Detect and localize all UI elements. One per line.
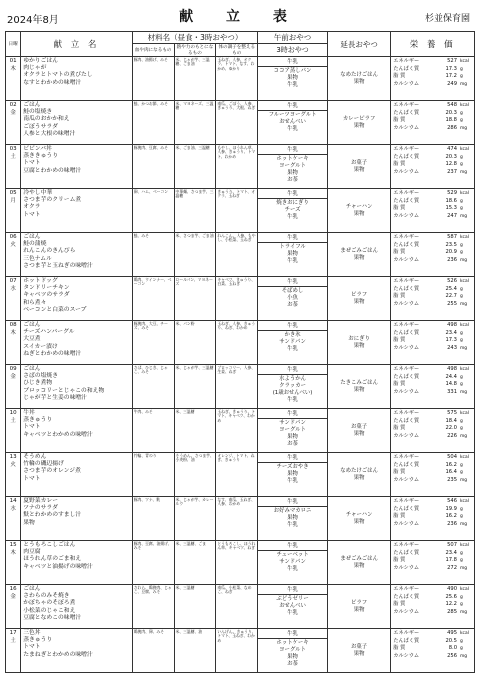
late-snack-cell: お菓子 果物 [327, 629, 390, 673]
nutrition-calcium: カルシウム 243 mg [393, 344, 468, 351]
nutrition-calcium: カルシウム 236 mg [393, 520, 468, 527]
nutrition-calcium: カルシウム 285 mg [393, 608, 468, 615]
nutrition-cell [391, 453, 475, 497]
snack-cell [258, 541, 328, 585]
snack-am: 牛乳 [258, 587, 327, 595]
header-green: 体の調子を整えるもの [216, 44, 258, 57]
nutrition-protein: たんぱく質 23.4 g [393, 329, 463, 336]
ingredients-red: さば、ひじき、じゃこ、みそ [132, 365, 174, 409]
snack-cell [258, 277, 328, 321]
snack-cell [258, 189, 328, 233]
nutrition-energy: エネルギー 498 kcal [393, 322, 469, 328]
nutrition-cell [391, 145, 475, 189]
nutrition-calcium: カルシウム 235 mg [393, 476, 468, 483]
nutrition-energy: エネルギー 490 kcal [393, 586, 469, 592]
menu-cell: ビビンバ丼 蒸ききゅうり トマト 豆腐とわかめの味噌汁 [21, 145, 133, 189]
day-row [6, 277, 475, 321]
nutrition-protein: たんぱく質 23.5 g [393, 241, 463, 248]
ingredients-yellow: 米、じゃが芋、三温糖、ごま油 [174, 57, 216, 101]
menu-cell: ごはん さわらのみそ焼き かぼちゃのそぼろ煮 小松菜のじゃこ和え 豆腐となめこの味噌汁 [21, 585, 133, 629]
snack-pm: かき氷 サンドパン 牛乳 [279, 332, 306, 352]
nutrition-cell [391, 189, 475, 233]
nutrition-calcium: カルシウム 256 mg [393, 652, 468, 659]
snack-am: 牛乳 [258, 411, 327, 419]
date: 13 [9, 454, 17, 460]
day-row [6, 321, 475, 365]
snack-am: 牛乳 [258, 543, 327, 551]
nutrition-fat: 脂 質 17.8 g [393, 557, 463, 564]
date: 10 [9, 410, 17, 416]
snack-pm: ホットケーキ ヨーグルト 果物 お茶 [276, 640, 309, 667]
weekday: 木 [10, 66, 16, 72]
nutrition-fat: 脂 質 22.0 g [393, 425, 463, 432]
nutrition-cell [391, 365, 475, 409]
date-cell [6, 101, 21, 145]
nutrition-energy: エネルギー 527 kcal [393, 58, 469, 64]
date-cell [6, 145, 21, 189]
nutrition-energy: エネルギー 498 kcal [393, 366, 469, 372]
ingredients-red: 豚肉、豆腐、油揚げ、みそ [132, 541, 174, 585]
weekday: 水 [10, 286, 16, 292]
nutrition-fat: 脂 質 22.7 g [393, 293, 463, 300]
menu-cell: ごはん 鮭の塩焼き 南瓜のおかか和え ごぼうサラダ 人参と大根の味噌汁 [21, 101, 133, 145]
date: 05 [9, 190, 17, 196]
ingredients-red: 豚挽肉、大豆、チーズ、みそ [132, 321, 174, 365]
nutrition-calcium: カルシウム 247 mg [393, 212, 468, 219]
nutrition-energy: エネルギー 548 kcal [393, 102, 469, 108]
day-row [6, 585, 475, 629]
menu-rows [6, 57, 475, 673]
date: 16 [9, 586, 17, 592]
nutrition-protein: たんぱく質 24.4 g [393, 373, 463, 380]
nutrition-protein: たんぱく質 18.6 g [393, 197, 463, 204]
ingredients-red: 豚肉、ツナ、麩 [132, 497, 174, 541]
nutrition-fat: 脂 質 18.8 g [393, 117, 463, 124]
day-row [6, 233, 475, 277]
ingredients-green: なす、南瓜、玉ねぎ、人参、わかめ [216, 497, 258, 541]
nutrition-fat: 脂 質 12.2 g [393, 601, 463, 608]
snack-am: 牛乳 [258, 103, 327, 111]
day-row [6, 365, 475, 409]
snack-pm: チーズおやき 果物 牛乳 [276, 464, 309, 484]
ingredients-red: 鶏挽肉、卵、みそ [132, 629, 174, 673]
header-ingredients: 材料名（昼食・3時おやつ） [132, 32, 257, 44]
late-snack-cell: ピラフ 果物 [327, 277, 390, 321]
day-row [6, 629, 475, 673]
ingredients-green: いんげん、きゅうり、トマト、玉ねぎ、わかめ [216, 629, 258, 673]
nutrition-fat: 脂 質 16.2 g [393, 513, 463, 520]
date: 15 [9, 542, 17, 548]
nutrition-calcium: カルシウム 249 mg [393, 80, 468, 87]
menu-cell: ごはん 鮭の蒲焼 れんこんのきんぴら 三色ナムル さつま芋と玉ねぎの味噌汁 [21, 233, 133, 277]
menu-cell: ホットドッグ タンドリーチキン キャベツのサラダ 和ら煮々 ベーコンと白菜のスープ [21, 277, 133, 321]
snack-pm: サンドパン ヨーグルト 果物 お茶 [279, 420, 306, 447]
nutrition-calcium: カルシウム 226 mg [393, 432, 468, 439]
weekday: 水 [10, 506, 16, 512]
snack-pm: フルーツヨーグルト おせんべい 牛乳 [268, 112, 317, 132]
date-cell [6, 365, 21, 409]
nutrition-fat: 脂 質 17.2 g [393, 73, 463, 80]
snack-cell [258, 145, 328, 189]
ingredients-yellow: 米、三温糖 [174, 409, 216, 453]
nutrition-fat: 脂 質 12.8 g [393, 161, 463, 168]
ingredients-green: 玉ねぎ、人参、きゅうり、ねぎ、わかめ [216, 321, 258, 365]
nutrition-calcium: カルシウム 331 mg [393, 388, 468, 395]
ingredients-yellow: 米、三温糖 [174, 585, 216, 629]
ingredients-red: さわら、鶏挽肉、じゃこ、豆腐、みそ [132, 585, 174, 629]
nutrition-cell [391, 541, 475, 585]
ingredients-green: キャベツ、きゅうり、白菜、玉ねぎ [216, 277, 258, 321]
snack-cell [258, 629, 328, 673]
nutrition-cell [391, 233, 475, 277]
snack-am: 牛乳 [258, 59, 327, 67]
date: 02 [9, 102, 17, 108]
header-red: 血や肉になるもの [132, 44, 174, 57]
date: 17 [9, 630, 17, 636]
snack-cell [258, 57, 328, 101]
date-cell [6, 277, 21, 321]
page-header [0, 0, 480, 28]
day-row [6, 101, 475, 145]
ingredients-green: 玉ねぎ、人参、オクラ、トマト、なす、わかめ、ゆかり [216, 57, 258, 101]
nutrition-energy: エネルギー 529 kcal [393, 190, 469, 196]
nutrition-protein: たんぱく質 19.9 g [393, 505, 463, 512]
nutrition-protein: たんぱく質 18.4 g [393, 417, 463, 424]
date-cell [6, 629, 21, 673]
date: 03 [9, 146, 17, 152]
late-snack-cell: たきこみごはん 果物 [327, 365, 390, 409]
snack-cell [258, 365, 328, 409]
snack-am: 牛乳 [258, 323, 327, 331]
date: 07 [9, 278, 17, 284]
snack-pm: ホットケーキ ヨーグルト 果物 お茶 [276, 156, 309, 183]
menu-cell: 夏野菜カレー ツナのサラダ 麩とわかめのすまし汁 果物 [21, 497, 133, 541]
day-row [6, 497, 475, 541]
nutrition-energy: エネルギー 546 kcal [393, 498, 469, 504]
menu-cell: そうめん 竹輪の磯辺揚げ さつま芋のオレンジ煮 トマト [21, 453, 133, 497]
snack-pm: ココア蒸しパン 果物 牛乳 [273, 68, 312, 88]
day-row [6, 189, 475, 233]
date-cell [6, 585, 21, 629]
snack-cell [258, 233, 328, 277]
ingredients-red: 鮭、かつお節、みそ [132, 101, 174, 145]
date: 14 [9, 498, 17, 504]
late-snack-cell: ピラフ 果物 [327, 585, 390, 629]
weekday: 木 [10, 330, 16, 336]
ingredients-green: れんこん、人参、もやし、小松菜、玉ねぎ [216, 233, 258, 277]
snack-pm: 水ようかん クラッカー (1歳おせんべい) 牛乳 [272, 376, 313, 403]
nutrition-protein: たんぱく質 17.3 g [393, 65, 463, 72]
nutrition-calcium: カルシウム 272 mg [393, 564, 468, 571]
ingredients-yellow: 米、三温糖、ごま [174, 541, 216, 585]
late-snack-cell: お菓子 果物 [327, 409, 390, 453]
menu-cell: とうもろこしごはん 肉豆腐 ほうれん草のごま和え キャベツと油揚げの味噌汁 [21, 541, 133, 585]
nutrition-protein: たんぱく質 23.4 g [393, 549, 463, 556]
weekday: 火 [10, 242, 16, 248]
nutrition-protein: たんぱく質 25.6 g [393, 593, 463, 600]
snack-am: 牛乳 [258, 279, 327, 287]
day-row [6, 57, 475, 101]
weekday: 土 [10, 418, 16, 424]
snack-am: 牛乳 [258, 499, 327, 507]
snack-am: 牛乳 [258, 191, 327, 199]
header-date: 日曜 [6, 32, 21, 57]
header-nutrition: 栄 養 価 [391, 32, 475, 57]
ingredients-green: 南瓜、小松菜、なめこ、ねぎ [216, 585, 258, 629]
snack-am: 牛乳 [258, 455, 327, 463]
snack-pm: トライフル 果物 牛乳 [279, 244, 306, 264]
year-month: 2024年8月 [7, 15, 59, 26]
snack-cell [258, 409, 328, 453]
weekday: 火 [10, 462, 16, 468]
day-row [6, 453, 475, 497]
ingredients-green: とうもろこし、ほうれん草、キャベツ、ねぎ [216, 541, 258, 585]
nutrition-calcium: カルシウム 236 mg [393, 256, 468, 263]
late-snack-cell: カレーピラフ 果物 [327, 101, 390, 145]
date-cell [6, 321, 21, 365]
school-name: 杉並保育園 [424, 14, 470, 24]
date: 09 [9, 366, 17, 372]
menu-cell: 冷やし中華 さつま芋のクリーム煮 オクラ トマト [21, 189, 133, 233]
weekday: 土 [10, 154, 16, 160]
weekday: 月 [10, 198, 16, 204]
snack-pm: ぶどうゼリー おせんべい 牛乳 [276, 596, 309, 616]
date-cell [6, 233, 21, 277]
date: 06 [9, 234, 17, 240]
snack-cell [258, 497, 328, 541]
nutrition-fat: 脂 質 8.0 g [393, 645, 463, 652]
date: 08 [9, 322, 17, 328]
nutrition-fat: 脂 質 20.9 g [393, 249, 463, 256]
nutrition-protein: たんぱく質 20.3 g [393, 153, 463, 160]
snack-cell [258, 101, 328, 145]
ingredients-yellow: 米、マヨネーズ、三温糖 [174, 101, 216, 145]
snack-am: 牛乳 [258, 235, 327, 243]
date-cell [6, 189, 21, 233]
ingredients-yellow: 米、じゃが芋、カレールウ [174, 497, 216, 541]
snack-pm: チューベット サンドパン 牛乳 [276, 552, 309, 572]
menu-cell: 三色丼 蒸きゅうり トマト たまねぎとわかめの味噌汁 [21, 629, 133, 673]
snack-pm: お好みマカロニ 果物 牛乳 [273, 508, 312, 528]
ingredients-red: 豚肉、油揚げ、みそ [132, 57, 174, 101]
ingredients-red: 牛肉、みそ [132, 409, 174, 453]
menu-cell: ごはん さばの塩焼き ひじき煮物 ブロッコリーとじゃこの和え物 じゃが芋と生姜の味噌汁 [21, 365, 133, 409]
nutrition-energy: エネルギー 575 kcal [393, 410, 469, 416]
nutrition-energy: エネルギー 507 kcal [393, 542, 469, 548]
ingredients-green: 玉ねぎ、きゅうり、トマト、キャベツ、わかめ [216, 409, 258, 453]
ingredients-yellow: 米、じゃが芋、三温糖 [174, 365, 216, 409]
nutrition-cell [391, 409, 475, 453]
nutrition-energy: エネルギー 495 kcal [393, 630, 469, 636]
ingredients-yellow: ロールパン、マヨネーズ [174, 277, 216, 321]
nutrition-protein: たんぱく質 25.4 g [393, 285, 463, 292]
weekday: 金 [10, 594, 16, 600]
header-late: 延長おやつ [327, 32, 390, 57]
day-row [6, 409, 475, 453]
ingredients-yellow: 米、三温糖、油 [174, 629, 216, 673]
nutrition-protein: たんぱく質 20.3 g [393, 109, 463, 116]
day-row [6, 541, 475, 585]
snack-cell [258, 321, 328, 365]
weekday: 木 [10, 550, 16, 556]
nutrition-cell [391, 585, 475, 629]
date-cell [6, 409, 21, 453]
ingredients-green: オレンジ、トマト、ねぎ、きゅうり [216, 453, 258, 497]
snack-pm: そばめし 小魚 お茶 [281, 288, 304, 308]
ingredients-yellow: 中華麺、さつま芋、三温糖 [174, 189, 216, 233]
ingredients-red: 豚挽肉、豆腐、みそ [132, 145, 174, 189]
nutrition-energy: エネルギー 504 kcal [393, 454, 469, 460]
menu-cell: ごはん チーズハンバーグル 大豆煮 スイカー漬け ねぎとわかめの味噌汁 [21, 321, 133, 365]
nutrition-fat: 脂 質 15.3 g [393, 205, 463, 212]
ingredients-green: もやし、ほうれん草、人参、きゅうり、トマト、わかめ [216, 145, 258, 189]
snack-cell [258, 585, 328, 629]
snack-cell [258, 453, 328, 497]
snack-am: 牛乳 [258, 631, 327, 639]
weekday: 土 [10, 638, 16, 644]
nutrition-energy: エネルギー 587 kcal [393, 234, 469, 240]
header-menu: 献 立 名 [21, 32, 133, 57]
late-snack-cell: おにぎり 果物 [327, 321, 390, 365]
nutrition-energy: エネルギー 526 kcal [393, 278, 469, 284]
ingredients-green: 南瓜、ごぼう、人参、きゅうり、大根、ねぎ [216, 101, 258, 145]
ingredients-red: 竹輪、青のり [132, 453, 174, 497]
weekday: 金 [10, 374, 16, 380]
ingredients-yellow: 米、パン粉 [174, 321, 216, 365]
nutrition-calcium: カルシウム 255 mg [393, 300, 468, 307]
weekday: 金 [10, 110, 16, 116]
late-snack-cell: お菓子 果物 [327, 145, 390, 189]
snack-am: 牛乳 [258, 367, 327, 375]
nutrition-calcium: カルシウム 237 mg [393, 168, 468, 175]
nutrition-protein: たんぱく質 20.5 g [393, 637, 463, 644]
ingredients-green: きゅうり、トマト、オクラ、玉ねぎ [216, 189, 258, 233]
nutrition-cell [391, 277, 475, 321]
late-snack-cell: チャーハン 果物 [327, 497, 390, 541]
ingredients-yellow: 米、ごま油、三温糖 [174, 145, 216, 189]
nutrition-energy: エネルギー 474 kcal [393, 146, 469, 152]
nutrition-cell [391, 629, 475, 673]
nutrition-protein: たんぱく質 16.2 g [393, 461, 463, 468]
ingredients-yellow: そうめん、さつま芋、小麦粉、油 [174, 453, 216, 497]
ingredients-red: 卵、ハム、ベーコン [132, 189, 174, 233]
late-snack-cell: まぜごみごはん 果物 [327, 541, 390, 585]
date-cell [6, 453, 21, 497]
nutrition-cell [391, 101, 475, 145]
snack-am: 牛乳 [258, 147, 327, 155]
date-cell [6, 57, 21, 101]
date-cell [6, 541, 21, 585]
nutrition-fat: 脂 質 14.8 g [393, 381, 463, 388]
nutrition-fat: 脂 質 17.3 g [393, 337, 463, 344]
nutrition-cell [391, 57, 475, 101]
ingredients-yellow: 米、さつま芋、ごま油 [174, 233, 216, 277]
day-row [6, 145, 475, 189]
date: 01 [9, 58, 17, 64]
nutrition-cell [391, 321, 475, 365]
late-snack-cell: チャーハン 果物 [327, 189, 390, 233]
header-snack-am: 午前おやつ [258, 32, 328, 44]
nutrition-cell [391, 497, 475, 541]
date-cell [6, 497, 21, 541]
late-snack-cell: なめたけごはん 果物 [327, 453, 390, 497]
menu-table [5, 31, 475, 673]
menu-cell: 牛丼 蒸きゅうり トマト キャベツとわかめの味噌汁 [21, 409, 133, 453]
late-snack-cell: なめたけごはん 果物 [327, 57, 390, 101]
nutrition-fat: 脂 質 16.4 g [393, 469, 463, 476]
ingredients-red: 鮭、みそ [132, 233, 174, 277]
menu-cell: ゆかりごはん 肉じゃが オクラとトマトの煮びたし なすとわかめの味噌汁 [21, 57, 133, 101]
nutrition-calcium: カルシウム 286 mg [393, 124, 468, 131]
header-yellow: 熱や力のもとになるもの [174, 44, 216, 57]
late-snack-cell: まぜごみごはん 果物 [327, 233, 390, 277]
page-title: 献 立 表 [179, 9, 301, 25]
snack-pm: 焼きおにぎり チーズ 牛乳 [276, 200, 309, 220]
ingredients-green: ブロッコリー、人参、生姜、ねぎ [216, 365, 258, 409]
header-snack-pm: 3時おやつ [258, 44, 328, 57]
ingredients-red: 鶏肉、ウインナー、ベーコン [132, 277, 174, 321]
